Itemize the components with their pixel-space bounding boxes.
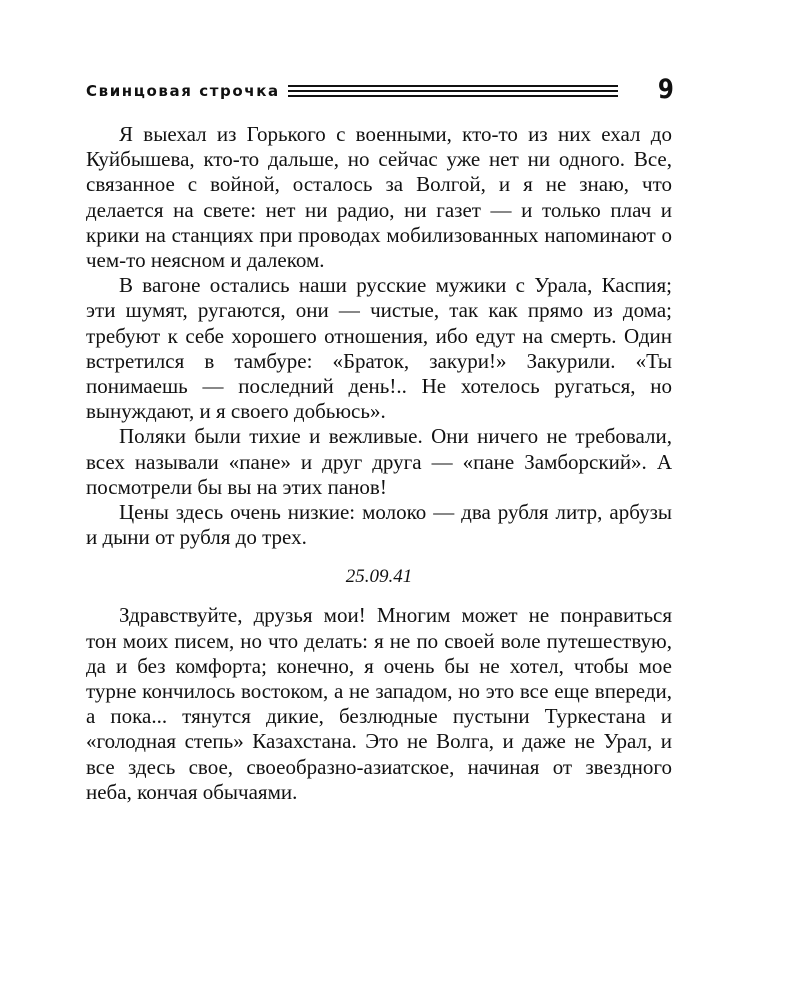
paragraph: Здравствуйте, друзья мои! Многим может не понравиться тон моих писем, но что делать: я не по своей воле путешествую, да и без комфорта; конечно, я очень бы не хотел, чтобы мое турне кончилось востоком, а не западом, но это все еще впереди, а пока... тянутся дикие, безлюдные пустыни Туркестана и «голодная степь» Казахстана. Это не Волга, и даже не Урал, и все здесь свое, своеобразно-азиатское, начиная от звездного неба, кончая обычаями. (86, 603, 672, 804)
running-title: Свинцовая строчка (86, 82, 288, 100)
page-number: 9 (658, 74, 674, 105)
running-head (86, 74, 674, 106)
letter-date: 25.09.41 (345, 566, 413, 588)
paragraph: Я выехал из Горького с военными, кто-то из них ехал до Куйбышева, кто-то дальше, но сейчас уже нет ни одного. Все, связанное с войной, осталось за Волгой, и я не знаю, что делается на свете: нет ни радио, ни газет — и только плач и крики на станциях при проводах мобилизованных напоминают о чем-то неясном и далеком. (86, 122, 672, 273)
paragraph: В вагоне остались наши русские мужики с Урала, Каспия; эти шумят, ругаются, они — чистые, так как прямо из дома; требуют к себе хорошего отношения, ибо едут на смерть. Один встретился в тамбуре: «Браток, закури!» Закурили. «Ты понимаешь — последний день!.. Не хотелось ругаться, но вынуждают, и я своего добьюсь». (86, 273, 672, 424)
paragraph: Цены здесь очень низкие: молоко — два рубля литр, арбузы и дыни от рубля до трех. (86, 500, 672, 550)
body-text (86, 122, 672, 805)
paragraph: Поляки были тихие и вежливые. Они ничего не требовали, всех называли «пане» и друг друга — «пане Замборский». А посмотрели бы вы на этих панов! (86, 424, 672, 499)
